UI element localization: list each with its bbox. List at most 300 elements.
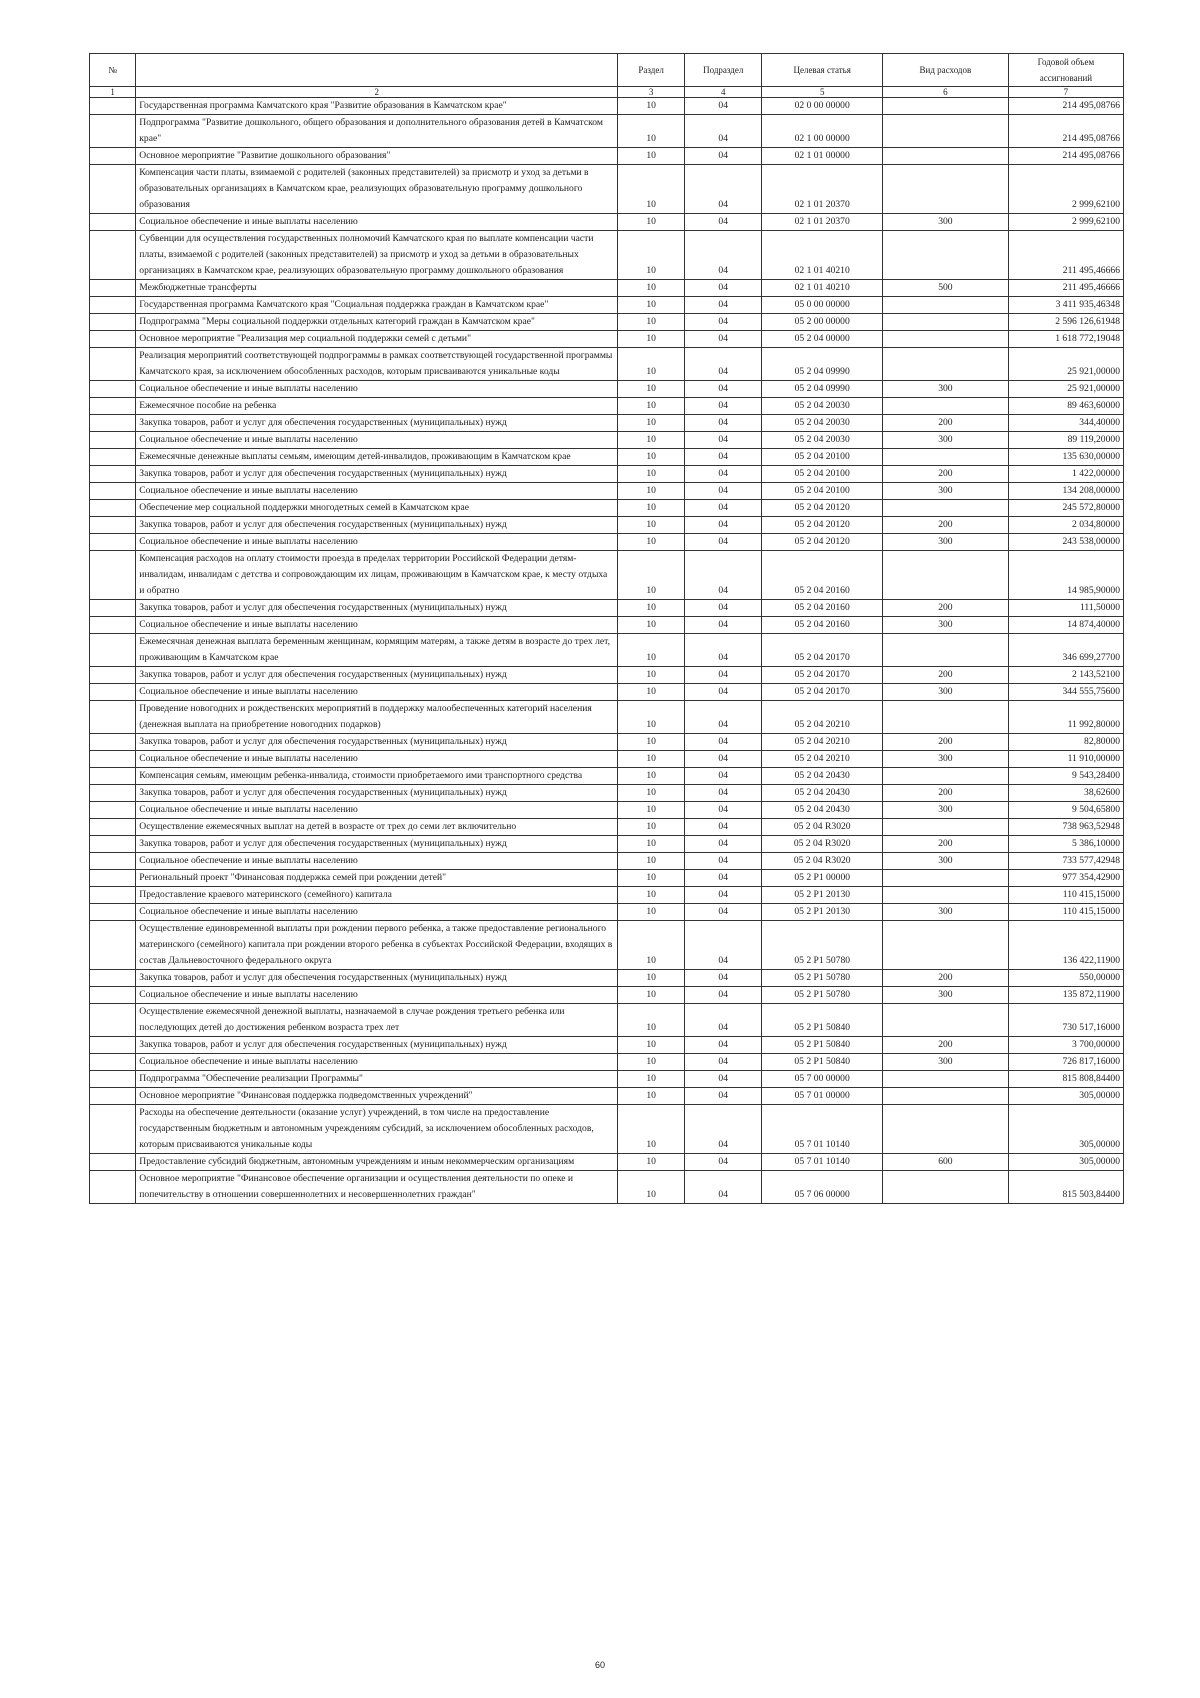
cell-expense: 200 xyxy=(882,970,1008,987)
cell-index xyxy=(90,802,136,819)
cell-section: 10 xyxy=(618,1004,685,1037)
column-number: 1 xyxy=(90,87,136,98)
cell-subsection: 04 xyxy=(684,684,761,701)
cell-amount: 2 596 126,61948 xyxy=(1008,314,1123,331)
cell-section: 10 xyxy=(618,115,685,148)
cell-subsection: 04 xyxy=(684,768,761,785)
cell-expense xyxy=(882,348,1008,381)
cell-index xyxy=(90,348,136,381)
cell-section: 10 xyxy=(618,819,685,836)
header-subsection: Подраздел xyxy=(684,54,761,87)
cell-subsection: 04 xyxy=(684,432,761,449)
cell-section: 10 xyxy=(618,751,685,768)
cell-expense xyxy=(882,870,1008,887)
cell-section: 10 xyxy=(618,617,685,634)
cell-amount: 82,80000 xyxy=(1008,734,1123,751)
cell-expense: 300 xyxy=(882,802,1008,819)
cell-index xyxy=(90,684,136,701)
table-row xyxy=(90,517,1124,534)
cell-section: 10 xyxy=(618,165,685,214)
cell-expense: 300 xyxy=(882,483,1008,500)
cell-section: 10 xyxy=(618,1171,685,1204)
cell-amount: 25 921,00000 xyxy=(1008,348,1123,381)
column-number: 7 xyxy=(1008,87,1123,98)
cell-expense xyxy=(882,398,1008,415)
cell-name: Закупка товаров, работ и услуг для обеспечения государственных (муниципальных) нужд xyxy=(136,1037,618,1054)
cell-subsection: 04 xyxy=(684,398,761,415)
cell-section: 10 xyxy=(618,970,685,987)
cell-index xyxy=(90,853,136,870)
cell-target: 05 2 04 20120 xyxy=(762,500,883,517)
cell-subsection: 04 xyxy=(684,1088,761,1105)
cell-expense: 200 xyxy=(882,836,1008,853)
cell-expense xyxy=(882,768,1008,785)
cell-section: 10 xyxy=(618,684,685,701)
header-expense: Вид расходов xyxy=(882,54,1008,87)
cell-name: Закупка товаров, работ и услуг для обеспечения государственных (муниципальных) нужд xyxy=(136,600,618,617)
cell-amount: 111,50000 xyxy=(1008,600,1123,617)
cell-expense xyxy=(882,231,1008,280)
cell-subsection: 04 xyxy=(684,701,761,734)
cell-section: 10 xyxy=(618,331,685,348)
cell-subsection: 04 xyxy=(684,870,761,887)
cell-section: 10 xyxy=(618,921,685,970)
cell-expense: 500 xyxy=(882,280,1008,297)
cell-subsection: 04 xyxy=(684,600,761,617)
cell-amount: 1 422,00000 xyxy=(1008,466,1123,483)
cell-index xyxy=(90,1054,136,1071)
cell-index xyxy=(90,483,136,500)
table-row xyxy=(90,684,1124,701)
cell-expense xyxy=(882,148,1008,165)
cell-index xyxy=(90,1037,136,1054)
cell-index xyxy=(90,701,136,734)
cell-amount: 110 415,15000 xyxy=(1008,887,1123,904)
cell-index xyxy=(90,381,136,398)
cell-target: 05 2 04 20030 xyxy=(762,398,883,415)
cell-amount: 89 119,20000 xyxy=(1008,432,1123,449)
cell-section: 10 xyxy=(618,517,685,534)
cell-section: 10 xyxy=(618,214,685,231)
cell-name: Проведение новогодних и рождественских мероприятий в поддержку малообеспеченных категорий населения (денежная выплата на приобретение новогодних подарков) xyxy=(136,701,618,734)
cell-amount: 344,40000 xyxy=(1008,415,1123,432)
cell-section: 10 xyxy=(618,1088,685,1105)
cell-index xyxy=(90,98,136,115)
cell-expense xyxy=(882,551,1008,600)
table-row xyxy=(90,600,1124,617)
cell-name: Ежемесячная денежная выплата беременным женщинам, кормящим матерям, а также детям в возрасте до трех лет, проживающим в Камчатском крае xyxy=(136,634,618,667)
cell-name: Социальное обеспечение и иные выплаты населению xyxy=(136,432,618,449)
cell-subsection: 04 xyxy=(684,667,761,684)
cell-name: Закупка товаров, работ и услуг для обеспечения государственных (муниципальных) нужд xyxy=(136,415,618,432)
cell-amount: 9 504,65800 xyxy=(1008,802,1123,819)
cell-expense: 300 xyxy=(882,432,1008,449)
cell-target: 05 2 04 20170 xyxy=(762,634,883,667)
cell-section: 10 xyxy=(618,987,685,1004)
cell-amount: 245 572,80000 xyxy=(1008,500,1123,517)
cell-section: 10 xyxy=(618,231,685,280)
cell-section: 10 xyxy=(618,904,685,921)
cell-expense: 200 xyxy=(882,1037,1008,1054)
cell-section: 10 xyxy=(618,500,685,517)
table-row xyxy=(90,904,1124,921)
table-row xyxy=(90,785,1124,802)
cell-expense xyxy=(882,819,1008,836)
header-name xyxy=(136,54,618,87)
cell-target: 05 2 04 20430 xyxy=(762,768,883,785)
cell-amount: 305,00000 xyxy=(1008,1088,1123,1105)
cell-expense xyxy=(882,115,1008,148)
cell-name: Обеспечение мер социальной поддержки многодетных семей в Камчатском крае xyxy=(136,500,618,517)
cell-section: 10 xyxy=(618,887,685,904)
cell-name: Компенсация расходов на оплату стоимости проезда в пределах территории Российской Федерации детям-инвалидам, инвалидам с детства и сопровождающим их лицам, проживающим в Камчатском крае, к месту отдыха и обратно xyxy=(136,551,618,600)
cell-amount: 726 817,16000 xyxy=(1008,1054,1123,1071)
cell-name: Социальное обеспечение и иные выплаты населению xyxy=(136,751,618,768)
cell-expense xyxy=(882,921,1008,970)
cell-amount: 11 910,00000 xyxy=(1008,751,1123,768)
cell-amount: 14 874,40000 xyxy=(1008,617,1123,634)
cell-name: Закупка товаров, работ и услуг для обеспечения государственных (муниципальных) нужд xyxy=(136,734,618,751)
cell-section: 10 xyxy=(618,534,685,551)
cell-name: Социальное обеспечение и иные выплаты населению xyxy=(136,1054,618,1071)
cell-amount: 214 495,08766 xyxy=(1008,115,1123,148)
cell-name: Межбюджетные трансферты xyxy=(136,280,618,297)
cell-index xyxy=(90,148,136,165)
cell-index xyxy=(90,600,136,617)
cell-target: 05 2 P1 20130 xyxy=(762,904,883,921)
cell-index xyxy=(90,634,136,667)
cell-expense: 300 xyxy=(882,853,1008,870)
cell-name: Реализация мероприятий соответствующей подпрограммы в рамках соответствующей государственной программы Камчатского края, за исключением обособленных расходов, которым присваиваются уникальные коды xyxy=(136,348,618,381)
cell-amount: 110 415,15000 xyxy=(1008,904,1123,921)
table-row xyxy=(90,1037,1124,1054)
cell-subsection: 04 xyxy=(684,1105,761,1154)
header-amount: Годовой объем ассигнований xyxy=(1008,54,1123,87)
cell-target: 05 2 04 20100 xyxy=(762,483,883,500)
cell-target: 05 2 04 20120 xyxy=(762,517,883,534)
cell-section: 10 xyxy=(618,1037,685,1054)
cell-expense xyxy=(882,500,1008,517)
cell-section: 10 xyxy=(618,98,685,115)
cell-target: 05 2 04 20100 xyxy=(762,449,883,466)
cell-name: Ежемесячные денежные выплаты семьям, имеющим детей-инвалидов, проживающим в Камчатском крае xyxy=(136,449,618,466)
cell-subsection: 04 xyxy=(684,98,761,115)
cell-amount: 135 630,00000 xyxy=(1008,449,1123,466)
cell-target: 02 1 00 00000 xyxy=(762,115,883,148)
cell-name: Социальное обеспечение и иные выплаты населению xyxy=(136,987,618,1004)
table-row xyxy=(90,381,1124,398)
cell-section: 10 xyxy=(618,667,685,684)
cell-target: 05 7 00 00000 xyxy=(762,1071,883,1088)
cell-expense: 300 xyxy=(882,617,1008,634)
table-row xyxy=(90,802,1124,819)
cell-name: Закупка товаров, работ и услуг для обеспечения государственных (муниципальных) нужд xyxy=(136,836,618,853)
table-row xyxy=(90,1004,1124,1037)
cell-expense: 300 xyxy=(882,987,1008,1004)
cell-section: 10 xyxy=(618,1154,685,1171)
cell-subsection: 04 xyxy=(684,297,761,314)
cell-target: 05 2 P1 50780 xyxy=(762,970,883,987)
cell-subsection: 04 xyxy=(684,348,761,381)
cell-target: 05 2 04 20430 xyxy=(762,785,883,802)
cell-index xyxy=(90,887,136,904)
cell-index xyxy=(90,314,136,331)
cell-expense xyxy=(882,701,1008,734)
cell-name: Подпрограмма "Развитие дошкольного, общего образования и дополнительного образования детей в Камчатском крае" xyxy=(136,115,618,148)
cell-index xyxy=(90,297,136,314)
table-row xyxy=(90,231,1124,280)
cell-target: 05 7 01 10140 xyxy=(762,1105,883,1154)
cell-amount: 346 699,27700 xyxy=(1008,634,1123,667)
table-row xyxy=(90,819,1124,836)
cell-name: Закупка товаров, работ и услуг для обеспечения государственных (муниципальных) нужд xyxy=(136,517,618,534)
cell-section: 10 xyxy=(618,314,685,331)
table-row xyxy=(90,617,1124,634)
cell-target: 02 1 01 20370 xyxy=(762,214,883,231)
cell-name: Закупка товаров, работ и услуг для обеспечения государственных (муниципальных) нужд xyxy=(136,667,618,684)
cell-section: 10 xyxy=(618,1105,685,1154)
cell-index xyxy=(90,398,136,415)
cell-subsection: 04 xyxy=(684,415,761,432)
table-row xyxy=(90,483,1124,500)
cell-target: 05 2 04 20210 xyxy=(762,751,883,768)
cell-amount: 738 963,52948 xyxy=(1008,819,1123,836)
cell-target: 05 2 P1 20130 xyxy=(762,887,883,904)
table-row xyxy=(90,466,1124,483)
cell-section: 10 xyxy=(618,466,685,483)
cell-subsection: 04 xyxy=(684,331,761,348)
cell-amount: 815 503,84400 xyxy=(1008,1171,1123,1204)
cell-target: 02 1 01 20370 xyxy=(762,165,883,214)
cell-index xyxy=(90,734,136,751)
cell-subsection: 04 xyxy=(684,466,761,483)
cell-name: Закупка товаров, работ и услуг для обеспечения государственных (муниципальных) нужд xyxy=(136,970,618,987)
table-row xyxy=(90,634,1124,667)
table-row xyxy=(90,970,1124,987)
cell-subsection: 04 xyxy=(684,751,761,768)
cell-index xyxy=(90,1105,136,1154)
cell-index xyxy=(90,331,136,348)
cell-index xyxy=(90,987,136,1004)
table-row xyxy=(90,98,1124,115)
header-no: № xyxy=(90,54,136,87)
cell-expense: 200 xyxy=(882,600,1008,617)
cell-section: 10 xyxy=(618,381,685,398)
cell-name: Закупка товаров, работ и услуг для обеспечения государственных (муниципальных) нужд xyxy=(136,466,618,483)
cell-name: Социальное обеспечение и иные выплаты населению xyxy=(136,684,618,701)
cell-index xyxy=(90,534,136,551)
cell-amount: 2 034,80000 xyxy=(1008,517,1123,534)
table-row xyxy=(90,115,1124,148)
column-number: 2 xyxy=(136,87,618,98)
budget-table xyxy=(89,53,1124,1204)
cell-target: 05 2 04 R3020 xyxy=(762,853,883,870)
cell-subsection: 04 xyxy=(684,921,761,970)
cell-index xyxy=(90,231,136,280)
header-section: Раздел xyxy=(618,54,685,87)
cell-target: 05 2 04 20170 xyxy=(762,684,883,701)
cell-amount: 305,00000 xyxy=(1008,1154,1123,1171)
cell-name: Предоставление краевого материнского (семейного) капитала xyxy=(136,887,618,904)
cell-name: Субвенции для осуществления государственных полномочий Камчатского края по выплате компенсации части платы, взимаемой с родителей (законных представителей) за присмотр и уход за детьми в образовательных организациях в Камчатском крае, реализующих образовательную программу дошкольного образования xyxy=(136,231,618,280)
cell-amount: 9 543,28400 xyxy=(1008,768,1123,785)
cell-target: 05 2 04 20430 xyxy=(762,802,883,819)
cell-index xyxy=(90,1154,136,1171)
table-row xyxy=(90,667,1124,684)
cell-subsection: 04 xyxy=(684,1154,761,1171)
cell-index xyxy=(90,921,136,970)
cell-expense xyxy=(882,1105,1008,1154)
cell-section: 10 xyxy=(618,432,685,449)
table-row xyxy=(90,887,1124,904)
cell-section: 10 xyxy=(618,701,685,734)
cell-name: Социальное обеспечение и иные выплаты населению xyxy=(136,853,618,870)
table-row xyxy=(90,398,1124,415)
table-row xyxy=(90,148,1124,165)
cell-expense xyxy=(882,297,1008,314)
cell-subsection: 04 xyxy=(684,1037,761,1054)
cell-target: 05 2 04 20170 xyxy=(762,667,883,684)
cell-amount: 11 992,80000 xyxy=(1008,701,1123,734)
cell-subsection: 04 xyxy=(684,449,761,466)
cell-name: Социальное обеспечение и иные выплаты населению xyxy=(136,617,618,634)
cell-section: 10 xyxy=(618,802,685,819)
cell-subsection: 04 xyxy=(684,887,761,904)
cell-amount: 211 495,46666 xyxy=(1008,231,1123,280)
cell-amount: 135 872,11900 xyxy=(1008,987,1123,1004)
cell-expense: 200 xyxy=(882,785,1008,802)
cell-amount: 214 495,08766 xyxy=(1008,148,1123,165)
cell-target: 05 2 04 20100 xyxy=(762,466,883,483)
cell-expense: 300 xyxy=(882,684,1008,701)
cell-amount: 214 495,08766 xyxy=(1008,98,1123,115)
cell-amount: 977 354,42900 xyxy=(1008,870,1123,887)
cell-subsection: 04 xyxy=(684,853,761,870)
column-number: 5 xyxy=(762,87,883,98)
cell-index xyxy=(90,500,136,517)
table-row xyxy=(90,870,1124,887)
cell-name: Социальное обеспечение и иные выплаты населению xyxy=(136,483,618,500)
cell-amount: 5 386,10000 xyxy=(1008,836,1123,853)
table-row xyxy=(90,534,1124,551)
cell-target: 02 1 01 40210 xyxy=(762,280,883,297)
cell-name: Социальное обеспечение и иные выплаты населению xyxy=(136,214,618,231)
cell-name: Осуществление ежемесячных выплат на детей в возрасте от трех до семи лет включительно xyxy=(136,819,618,836)
cell-subsection: 04 xyxy=(684,148,761,165)
cell-expense: 300 xyxy=(882,904,1008,921)
cell-target: 05 2 04 20160 xyxy=(762,600,883,617)
cell-expense: 200 xyxy=(882,667,1008,684)
cell-name: Социальное обеспечение и иные выплаты населению xyxy=(136,534,618,551)
table-row xyxy=(90,415,1124,432)
cell-subsection: 04 xyxy=(684,231,761,280)
table-row xyxy=(90,297,1124,314)
table-row xyxy=(90,1054,1124,1071)
cell-name: Подпрограмма "Меры социальной поддержки отдельных категорий граждан в Камчатском крае" xyxy=(136,314,618,331)
table-row xyxy=(90,214,1124,231)
cell-target: 02 1 01 00000 xyxy=(762,148,883,165)
cell-name: Социальное обеспечение и иные выплаты населению xyxy=(136,381,618,398)
cell-expense: 200 xyxy=(882,734,1008,751)
cell-target: 05 7 01 00000 xyxy=(762,1088,883,1105)
cell-subsection: 04 xyxy=(684,280,761,297)
cell-target: 05 2 04 20120 xyxy=(762,534,883,551)
cell-expense: 300 xyxy=(882,214,1008,231)
cell-target: 05 2 P1 00000 xyxy=(762,870,883,887)
cell-target: 05 7 06 00000 xyxy=(762,1171,883,1204)
cell-name: Основное мероприятие "Финансовая поддержка подведомственных учреждений" xyxy=(136,1088,618,1105)
cell-index xyxy=(90,280,136,297)
cell-target: 05 2 P1 50840 xyxy=(762,1004,883,1037)
cell-amount: 25 921,00000 xyxy=(1008,381,1123,398)
table-row xyxy=(90,449,1124,466)
cell-index xyxy=(90,617,136,634)
cell-index xyxy=(90,904,136,921)
table-row xyxy=(90,165,1124,214)
cell-index xyxy=(90,785,136,802)
cell-expense xyxy=(882,331,1008,348)
cell-amount: 136 422,11900 xyxy=(1008,921,1123,970)
cell-section: 10 xyxy=(618,415,685,432)
cell-index xyxy=(90,551,136,600)
cell-index xyxy=(90,466,136,483)
cell-target: 05 2 04 20210 xyxy=(762,734,883,751)
cell-amount: 2 143,52100 xyxy=(1008,667,1123,684)
cell-subsection: 04 xyxy=(684,1071,761,1088)
cell-expense: 200 xyxy=(882,517,1008,534)
cell-expense xyxy=(882,1088,1008,1105)
cell-section: 10 xyxy=(618,600,685,617)
cell-expense: 200 xyxy=(882,415,1008,432)
table-row xyxy=(90,551,1124,600)
cell-target: 05 2 00 00000 xyxy=(762,314,883,331)
cell-index xyxy=(90,819,136,836)
cell-index xyxy=(90,415,136,432)
cell-section: 10 xyxy=(618,483,685,500)
cell-section: 10 xyxy=(618,449,685,466)
cell-section: 10 xyxy=(618,634,685,667)
cell-subsection: 04 xyxy=(684,483,761,500)
cell-amount: 89 463,60000 xyxy=(1008,398,1123,415)
cell-target: 05 2 04 20030 xyxy=(762,415,883,432)
cell-target: 05 2 P1 50780 xyxy=(762,921,883,970)
cell-subsection: 04 xyxy=(684,634,761,667)
table-row xyxy=(90,1071,1124,1088)
cell-target: 02 1 01 40210 xyxy=(762,231,883,280)
cell-amount: 730 517,16000 xyxy=(1008,1004,1123,1037)
cell-subsection: 04 xyxy=(684,517,761,534)
table-row xyxy=(90,836,1124,853)
table-row xyxy=(90,853,1124,870)
cell-amount: 243 538,00000 xyxy=(1008,534,1123,551)
cell-target: 05 2 04 00000 xyxy=(762,331,883,348)
cell-amount: 305,00000 xyxy=(1008,1105,1123,1154)
cell-section: 10 xyxy=(618,785,685,802)
cell-target: 05 2 04 R3020 xyxy=(762,819,883,836)
cell-section: 10 xyxy=(618,1054,685,1071)
column-number: 3 xyxy=(618,87,685,98)
cell-section: 10 xyxy=(618,297,685,314)
cell-expense xyxy=(882,165,1008,214)
cell-name: Ежемесячное пособие на ребенка xyxy=(136,398,618,415)
cell-subsection: 04 xyxy=(684,785,761,802)
cell-section: 10 xyxy=(618,768,685,785)
cell-amount: 3 700,00000 xyxy=(1008,1037,1123,1054)
table-row xyxy=(90,751,1124,768)
cell-index xyxy=(90,1071,136,1088)
table-row xyxy=(90,921,1124,970)
cell-target: 05 2 P1 50780 xyxy=(762,987,883,1004)
